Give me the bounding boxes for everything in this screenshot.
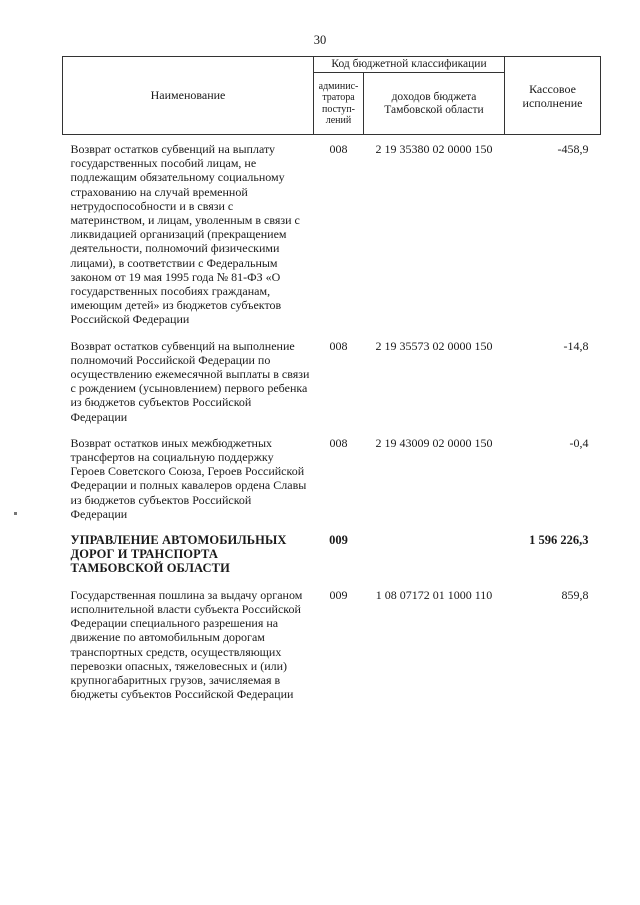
- row-name: Возврат остатков субвенций на выплату государственных пособий лицам, не подлежащим обязательному социальному страхованию на случай временной нетрудоспособности и в связи с материнством, и лицам, уволенным в связи с ликвидацией организаций (прекращением деятельности, полномочий физическими лицами), в соответствии с Федеральным законом от 19 мая 1995 года № 81-ФЗ «О государственных пособиях гражданам, имеющим детей» из бюджетов субъектов Российской Федерации: [70, 142, 300, 327]
- row-administrator: 009: [329, 587, 348, 602]
- scan-margin-mark: [14, 512, 17, 515]
- row-amount: -458,9: [557, 142, 589, 156]
- row-administrator: 008: [329, 338, 348, 353]
- header-amount: Кассовое исполнение: [505, 57, 601, 135]
- table-row: [63, 135, 601, 327]
- header-administrator: админис-тратора поступ-лений: [314, 73, 364, 135]
- table-row: [63, 576, 601, 702]
- header-code-group: Код бюджетной классификации: [314, 57, 505, 73]
- row-name: Государственная пошлина за выдачу органом исполнительной власти субъекта Российской Федерации специального разрешения на движение по автомобильным дорогам транспортных средств, осуществляющих перевозки опасных, тяжеловесных и (или) крупногабаритных грузов, зачисляемая в бюджеты субъектов Российской Федерации: [70, 587, 303, 702]
- row-amount: -14,8: [563, 338, 589, 353]
- row-code: 1 08 07172 01 1000 110: [375, 587, 493, 602]
- row-amount: 859,8: [561, 587, 589, 602]
- row-name: Возврат остатков субвенций на выполнение полномочий Российской Федерации по осуществлению ежемесячной выплаты в связи с рождением (усыновлением) первого ребенка из бюджетов субъектов Российской Федерации: [70, 338, 310, 424]
- table-row: [63, 327, 601, 424]
- row-administrator: 008: [329, 142, 348, 156]
- page-number: 30: [313, 33, 327, 47]
- row-amount: 1 596 226,3: [529, 533, 589, 548]
- row-code: 2 19 43009 02 0000 150: [375, 435, 493, 450]
- row-code: [364, 521, 505, 576]
- row-administrator: 009: [329, 533, 348, 548]
- row-code: 2 19 35380 02 0000 150: [375, 142, 493, 156]
- budget-revenue-table: [62, 56, 601, 701]
- row-name: УПРАВЛЕНИЕ АВТОМОБИЛЬНЫХ ДОРОГ И ТРАНСПОРТА ТАМБОВСКОЙ ОБЛАСТИ: [70, 533, 287, 576]
- header-name: Наименование: [63, 57, 314, 135]
- table-row: [63, 424, 601, 521]
- row-name: Возврат остатков иных межбюджетных трансфертов на социальную поддержку Героев Советского Союза, Героев Российской Федерации и полных кавалеров ордена Славы из бюджетов субъектов Российской Федерации: [70, 435, 307, 521]
- table-row-department: [63, 521, 601, 576]
- row-code: 2 19 35573 02 0000 150: [375, 338, 493, 353]
- row-amount: -0,4: [569, 435, 589, 450]
- header-revenue-code: доходов бюджета Тамбовской области: [364, 73, 505, 135]
- row-administrator: 008: [329, 435, 348, 450]
